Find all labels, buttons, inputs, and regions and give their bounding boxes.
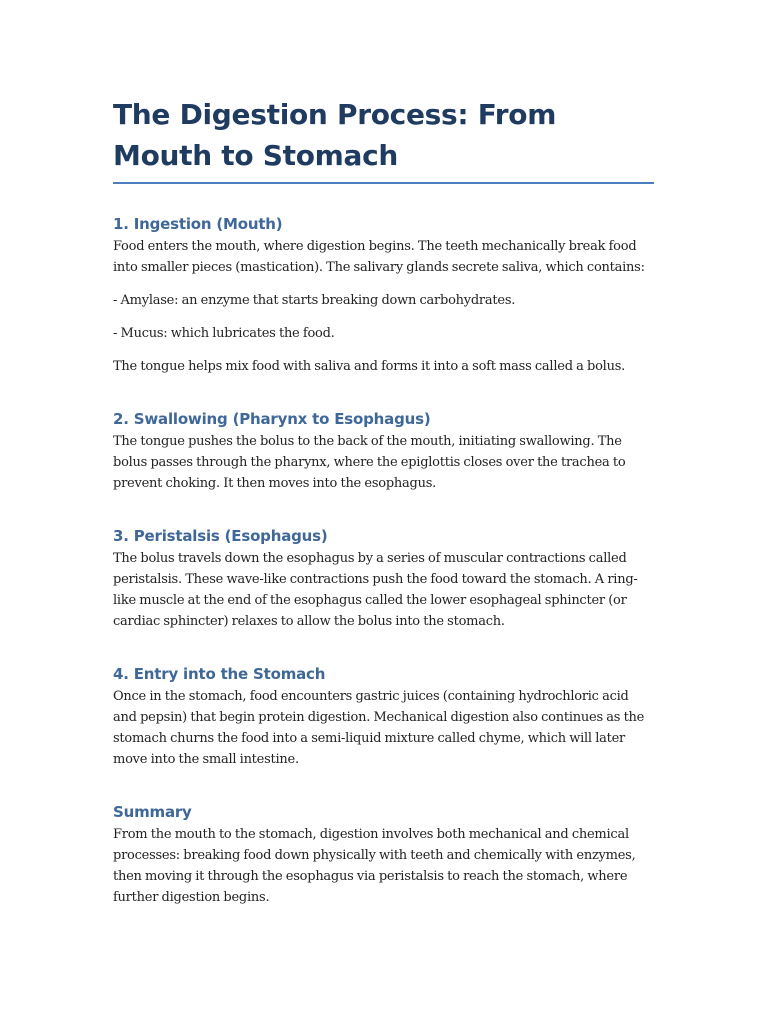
paragraph: The tongue pushes the bolus to the back of the mouth, initiating swallowing. The bolus passes through the pharynx, where the epiglottis closes over the trachea to prevent choking. It then moves into the esophagus. <box>113 434 626 491</box>
section-summary <box>113 802 655 908</box>
section-swallowing <box>113 409 655 494</box>
section-heading: 3. Peristalsis (Esophagus) <box>113 527 328 545</box>
section-stomach-entry <box>113 664 655 770</box>
paragraph: The bolus travels down the esophagus by a series of muscular contractions called peristalsis. These wave-like contractions push the food toward the stomach. A ring-like muscle at the end of the esophagus called the lower esophageal sphincter (or cardiac sphincter) relaxes to allow the bolus into the stomach. <box>113 551 638 629</box>
section-heading: 2. Swallowing (Pharynx to Esophagus) <box>113 410 431 428</box>
paragraph: The tongue helps mix food with saliva and forms it into a soft mass called a bolus. <box>113 359 626 374</box>
section-heading: Summary <box>113 803 192 821</box>
paragraph: Food enters the mouth, where digestion begins. The teeth mechanically break food into smaller pieces (mastication). The salivary glands secrete saliva, which contains: <box>113 239 645 275</box>
section-peristalsis <box>113 526 655 632</box>
list-item: - Mucus: which lubricates the food. <box>113 326 335 341</box>
section-heading: 1. Ingestion (Mouth) <box>113 215 283 233</box>
paragraph: Once in the stomach, food encounters gastric juices (containing hydrochloric acid and pepsin) that begin protein digestion. Mechanical digestion also continues as the stomach churns the food into a semi-liquid mixture called chyme, which will later move into the small intestine. <box>113 689 645 767</box>
section-ingestion <box>113 214 655 377</box>
section-heading: 4. Entry into the Stomach <box>113 665 326 683</box>
list-item: - Amylase: an enzyme that starts breaking down carbohydrates. <box>113 293 516 308</box>
paragraph: From the mouth to the stomach, digestion involves both mechanical and chemical processes: breaking food down physically with teeth and chemically with enzymes, then moving it through the esophagus via peristalsis to reach the stomach, where further digestion begins. <box>113 827 636 905</box>
page-title: The Digestion Process: From Mouth to Stomach <box>113 94 654 184</box>
